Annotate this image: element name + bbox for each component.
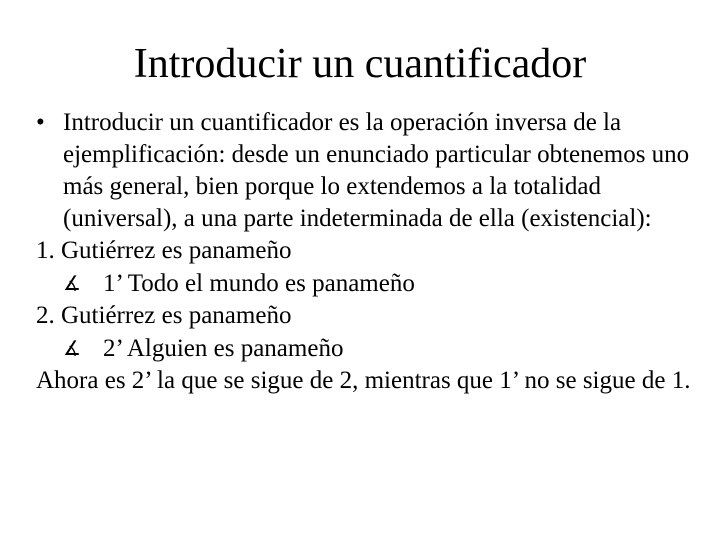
- angle-arrow-icon: ∡: [63, 336, 81, 360]
- premise-2: 2. Gutiérrez es panameño: [36, 302, 292, 329]
- slide-title: Introducir un cuantificador: [133, 41, 587, 87]
- intro-text: Introducir un cuantificador es la operación inversa de la ejemplificación: desde un enunciado particular obtenemos uno más general, bien porque lo extendemos a la totalidad (universal), a una parte indeterminada de ella (existencial):: [63, 109, 690, 232]
- angle-arrow-icon: ∡: [63, 271, 81, 295]
- bullet-icon: •: [36, 109, 45, 136]
- conclusion-1-text: 1’ Todo el mundo es panameño: [103, 270, 415, 297]
- conclusion-1: [36, 267, 696, 300]
- conclusion-2: [36, 332, 696, 365]
- conclusion-2-text: 2’ Alguien es panameño: [103, 335, 344, 362]
- closing-paragraph: Ahora es 2’ la que se sigue de 2, mientras que 1’ no se sigue de 1.: [36, 367, 691, 394]
- premise-1: 1. Gutiérrez es panameño: [36, 237, 292, 264]
- slide-body: [36, 107, 696, 397]
- intro-paragraph: [36, 107, 696, 235]
